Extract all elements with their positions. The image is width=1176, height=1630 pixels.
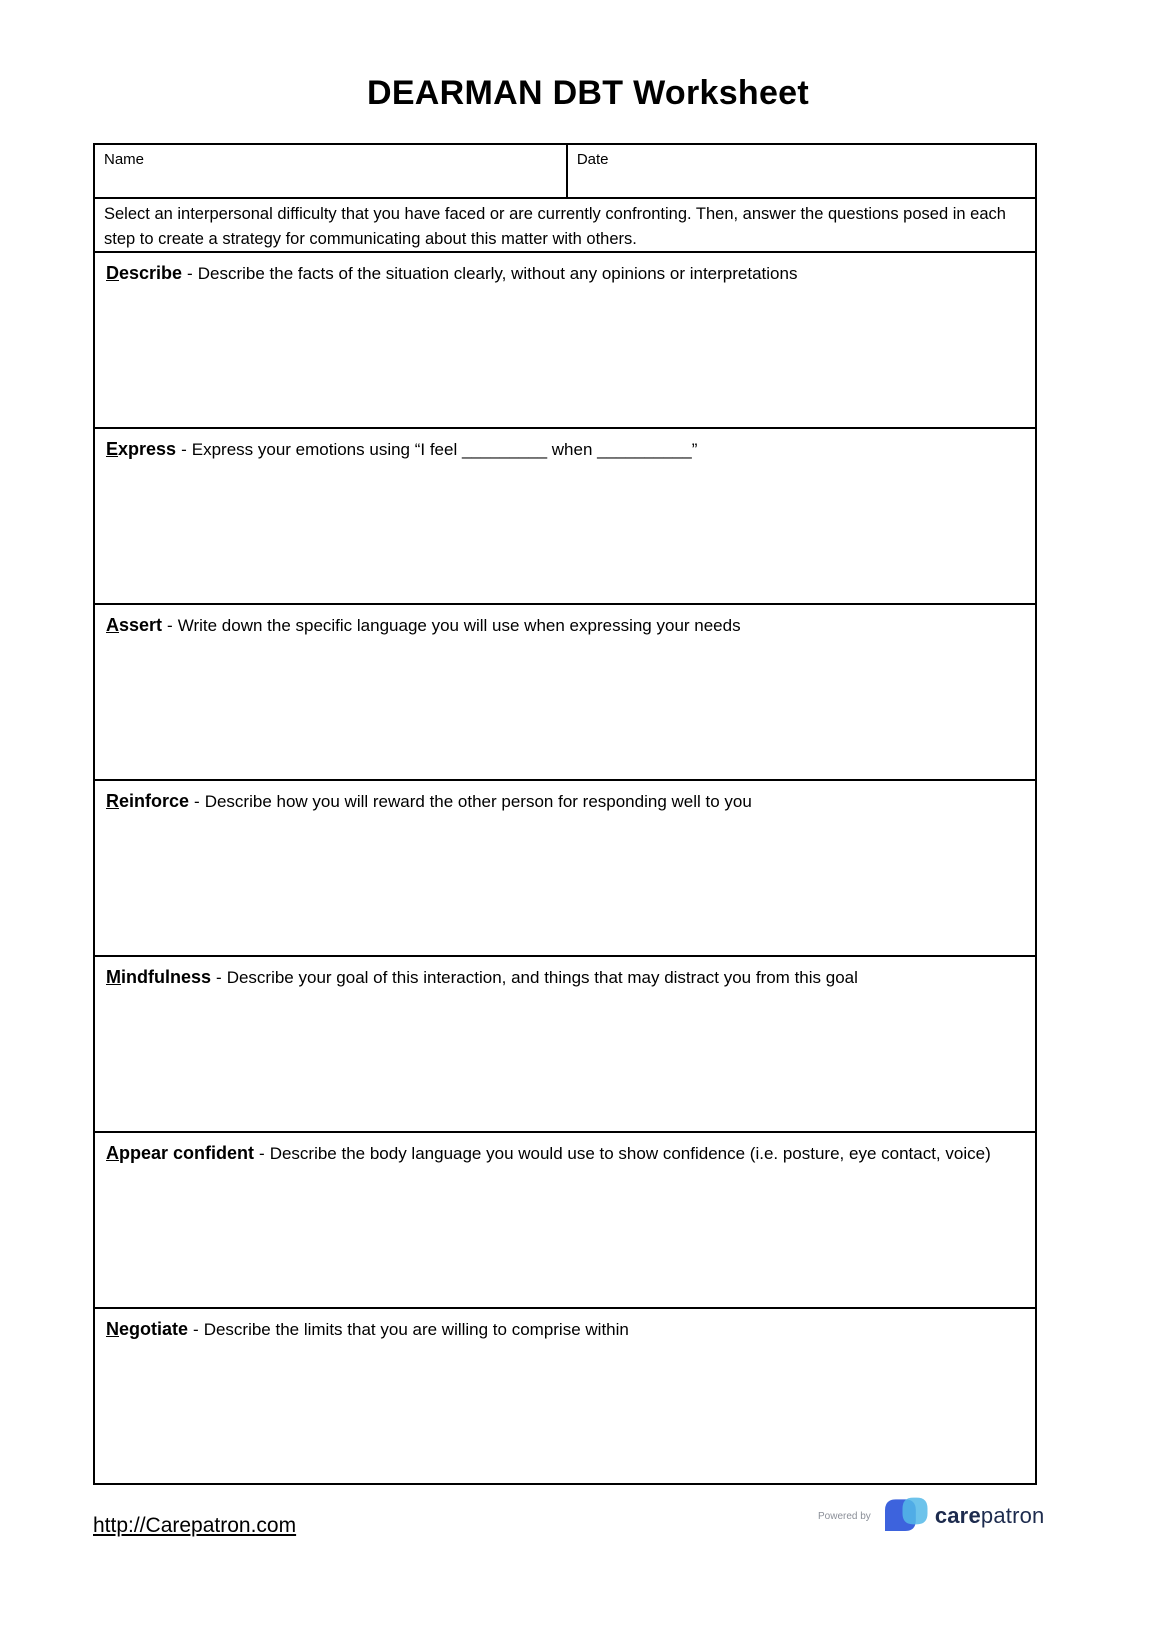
section-reinforce-title: Reinforce bbox=[106, 791, 190, 811]
date-label: Date bbox=[576, 151, 609, 168]
section-negotiate-description: Describe the limits that you are willing to comprise within bbox=[203, 1320, 629, 1339]
section-describe-title: Describe bbox=[106, 263, 183, 283]
separator: - bbox=[181, 440, 187, 459]
section-express-title: Express bbox=[106, 439, 177, 459]
section-describe-header bbox=[106, 262, 1024, 285]
section-appear-confident-header bbox=[106, 1142, 1024, 1165]
section-assert-header bbox=[106, 614, 1024, 637]
mindfulness-answer-area[interactable] bbox=[106, 989, 1024, 1122]
instructions-text: Select an interpersonal difficulty that you have faced or are currently confronting. Then, answer the questions posed in each step to create a strategy for communicating about this matter with others. bbox=[95, 199, 1035, 253]
separator: - bbox=[167, 616, 173, 635]
powered-by-badge bbox=[818, 1496, 1045, 1536]
section-express-description: Express your emotions using “I feel _________ when __________” bbox=[191, 440, 698, 459]
section-appear-confident-description: Describe the body language you would use to show confidence (i.e. posture, eye contact, voice) bbox=[269, 1144, 991, 1163]
separator: - bbox=[193, 1320, 199, 1339]
section-appear-confident bbox=[95, 1133, 1035, 1309]
section-describe bbox=[95, 253, 1035, 429]
separator: - bbox=[187, 264, 193, 283]
section-assert-description: Write down the specific language you will use when expressing your needs bbox=[177, 616, 741, 635]
section-negotiate-title: Negotiate bbox=[106, 1319, 189, 1339]
section-express bbox=[95, 429, 1035, 605]
name-label: Name bbox=[104, 151, 145, 168]
section-reinforce bbox=[95, 781, 1035, 957]
section-negotiate bbox=[95, 1309, 1035, 1483]
section-assert bbox=[95, 605, 1035, 781]
carepatron-wordmark: carepatron bbox=[934, 1503, 1045, 1528]
section-mindfulness-title: Mindfulness bbox=[106, 967, 212, 987]
section-assert-title: Assert bbox=[106, 615, 163, 635]
section-reinforce-header bbox=[106, 790, 1024, 813]
separator: - bbox=[194, 792, 200, 811]
name-field[interactable] bbox=[95, 145, 568, 197]
carepatron-link[interactable]: http://Carepatron.com bbox=[93, 1514, 297, 1537]
section-negotiate-header bbox=[106, 1318, 1024, 1341]
reinforce-answer-area[interactable] bbox=[106, 813, 1024, 946]
section-mindfulness-description: Describe your goal of this interaction, and things that may distract you from this goal bbox=[226, 968, 858, 987]
section-describe-description: Describe the facts of the situation clearly, without any opinions or interpretations bbox=[197, 264, 798, 283]
worksheet-table bbox=[93, 143, 1037, 1485]
carepatron-logo-icon bbox=[880, 1496, 930, 1536]
page-title: DEARMAN DBT Worksheet bbox=[366, 74, 810, 112]
section-mindfulness bbox=[95, 957, 1035, 1133]
section-mindfulness-header bbox=[106, 966, 1024, 989]
separator: - bbox=[259, 1144, 265, 1163]
negotiate-answer-area[interactable] bbox=[106, 1341, 1024, 1474]
assert-answer-area[interactable] bbox=[106, 637, 1024, 770]
section-appear-confident-title: Appear confident bbox=[106, 1143, 255, 1163]
separator: - bbox=[216, 968, 222, 987]
date-field[interactable] bbox=[568, 145, 1035, 197]
section-reinforce-description: Describe how you will reward the other person for responding well to you bbox=[204, 792, 752, 811]
appear-confident-answer-area[interactable] bbox=[106, 1165, 1024, 1298]
name-date-row bbox=[95, 145, 1035, 199]
powered-by-label: Powered by bbox=[818, 1510, 871, 1522]
express-answer-area[interactable] bbox=[106, 461, 1024, 594]
section-express-header bbox=[106, 438, 1024, 461]
describe-answer-area[interactable] bbox=[106, 285, 1024, 418]
